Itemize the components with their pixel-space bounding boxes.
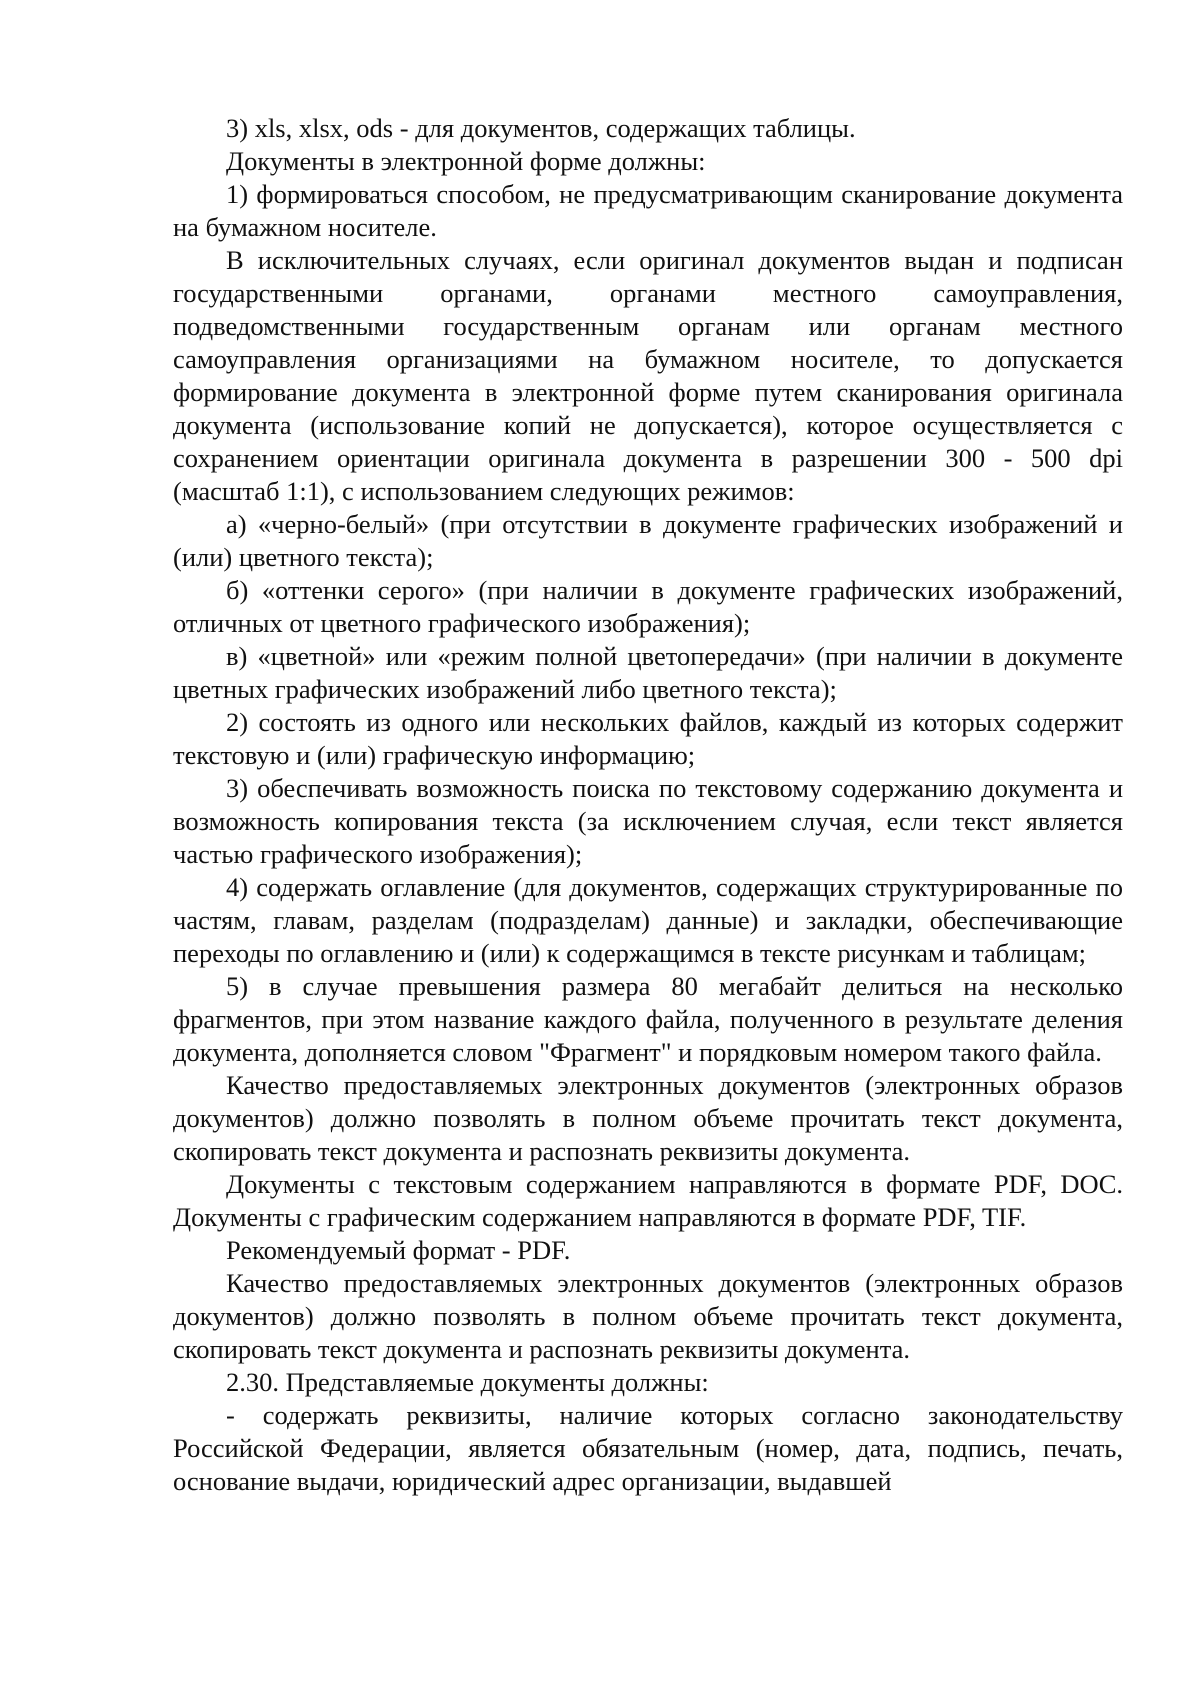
paragraph-exceptional-cases: В исключительных случаях, если оригинал документов выдан и подписан государственными органами, органами местного самоуправления, подведомственными государственным органам или органам местного самоуправления организациями на бумажном носителе, то допускается формирование документа в электронной форме путем сканирования оригинала документа (использование копий не допускается), которое осуществляется с сохранением ориентации оригинала документа в разрешении 300 - 500 dpi (масштаб 1:1), с использованием следующих режимов: bbox=[173, 245, 1123, 506]
paragraph-mode-b: б) «оттенки серого» (при наличии в документе графических изображений, отличных от цветного графического изображения); bbox=[173, 575, 1123, 638]
paragraph-electronic-requirements-intro: Документы в электронной форме должны: bbox=[226, 146, 706, 176]
paragraph-file-formats: Документы с текстовым содержанием направляются в формате PDF, DOC. Документы с графическим содержанием направляются в формате PDF, TIF. bbox=[173, 1169, 1123, 1232]
paragraph-requirement-3: 3) обеспечивать возможность поиска по текстовому содержанию документа и возможность копирования текста (за исключением случая, если текст является частью графического изображения); bbox=[173, 773, 1123, 869]
paragraph-mode-a: а) «черно-белый» (при отсутствии в документе графических изображений и (или) цветного текста); bbox=[173, 509, 1123, 572]
paragraph-requirement-4: 4) содержать оглавление (для документов, содержащих структурированные по частям, главам, разделам (подразделам) данные) и закладки, обеспечивающие переходы по оглавлению и (или) к содержащимся в тексте рисункам и таблицам; bbox=[173, 872, 1123, 968]
paragraph-requirement-2: 2) состоять из одного или нескольких файлов, каждый из которых содержит текстовую и (или) графическую информацию; bbox=[173, 707, 1123, 770]
paragraph-requirement-1: 1) формироваться способом, не предусматривающим сканирование документа на бумажном носителе. bbox=[173, 179, 1123, 242]
paragraph-quality-2: Качество предоставляемых электронных документов (электронных образов документов) должно позволять в полном объеме прочитать текст документа, скопировать текст документа и распознать реквизиты документа. bbox=[173, 1268, 1123, 1364]
paragraph-section-2-30: 2.30. Представляемые документы должны: bbox=[226, 1367, 709, 1397]
paragraph-requirement-5: 5) в случае превышения размера 80 мегабайт делиться на несколько фрагментов, при этом название каждого файла, полученного в результате деления документа, дополняется словом "Фрагмент" и порядковым номером такого файла. bbox=[173, 971, 1123, 1067]
paragraph-quality-1: Качество предоставляемых электронных документов (электронных образов документов) должно позволять в полном объеме прочитать текст документа, скопировать текст документа и распознать реквизиты документа. bbox=[173, 1070, 1123, 1166]
paragraph-mode-c: в) «цветной» или «режим полной цветопередачи» (при наличии в документе цветных графических изображений либо цветного текста); bbox=[173, 641, 1123, 704]
paragraph-recommended-format: Рекомендуемый формат - PDF. bbox=[226, 1235, 571, 1265]
document-page bbox=[173, 112, 1123, 1498]
paragraph-formats-xls: 3) xls, xlsx, ods - для документов, содержащих таблицы. bbox=[226, 113, 856, 143]
paragraph-requisites: - содержать реквизиты, наличие которых согласно законодательству Российской Федерации, является обязательным (номер, дата, подпись, печать, основание выдачи, юридический адрес организации, выдавшей bbox=[173, 1400, 1123, 1496]
